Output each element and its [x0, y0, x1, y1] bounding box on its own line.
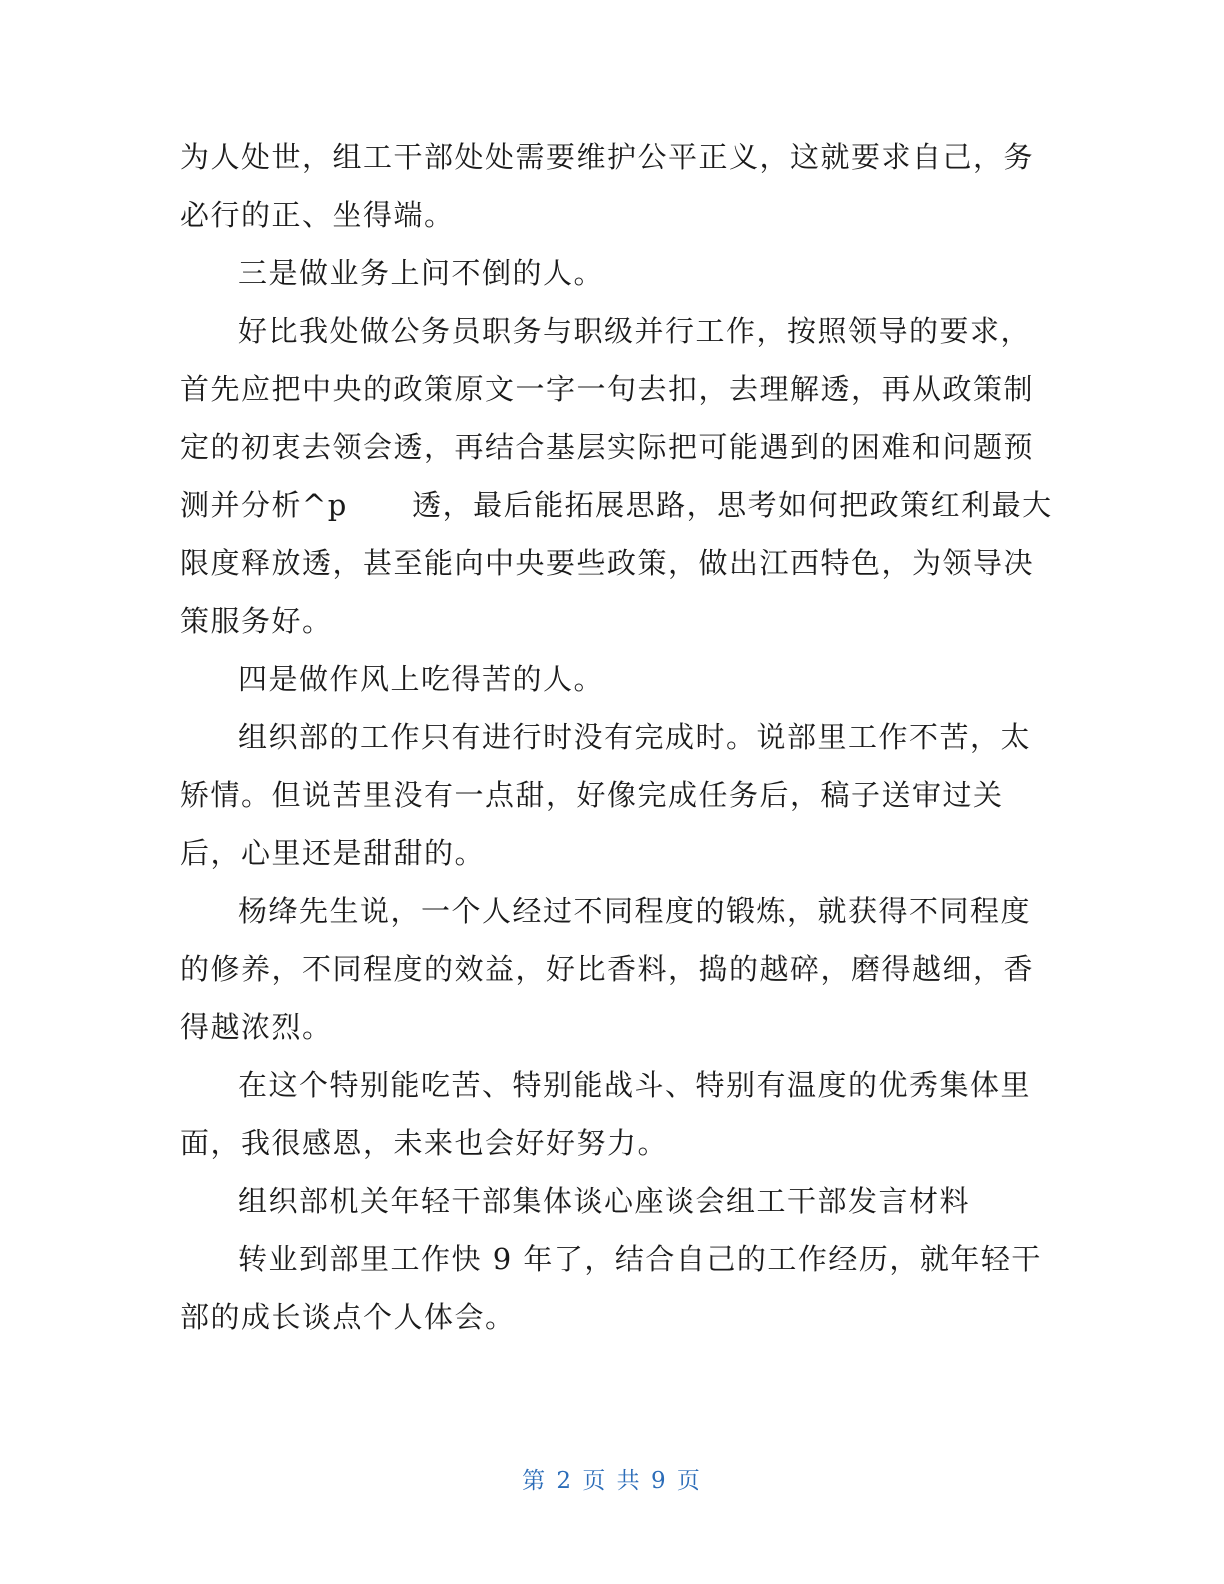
- text-line: 组织部的工作只有进行时没有完成时。说部里工作不苦，太: [238, 720, 1032, 754]
- text-line: 矫情。但说苦里没有一点甜，好像完成任务后，稿子送审过关: [180, 778, 1004, 812]
- text-line: 测并分析^p 透，最后能拓展思路，思考如何把政策红利最大: [180, 488, 1053, 522]
- text-line: 必行的正、坐得端。: [180, 198, 455, 232]
- text-line: 面，我很感恩，未来也会好好努力。: [180, 1126, 669, 1160]
- text-line: 部的成长谈点个人体会。: [180, 1300, 516, 1334]
- text-line: 在这个特别能吃苦、特别能战斗、特别有温度的优秀集体里: [238, 1068, 1032, 1102]
- document-body: [180, 128, 1053, 1346]
- text-line: 为人处世，组工干部处处需要维护公平正义，这就要求自己，务: [180, 140, 1035, 174]
- text-line: 杨绛先生说，一个人经过不同程度的锻炼，就获得不同程度: [238, 894, 1032, 928]
- text-line: 好比我处做公务员职务与职级并行工作，按照领导的要求，: [238, 314, 1032, 348]
- text-line: 首先应把中央的政策原文一字一句去扣，去理解透，再从政策制: [180, 372, 1035, 406]
- text-line: 定的初衷去领会透，再结合基层实际把可能遇到的困难和问题预: [180, 430, 1035, 464]
- text-line: 限度释放透，甚至能向中央要些政策，做出江西特色，为领导决: [180, 546, 1035, 580]
- document-subtitle: 组织部机关年轻干部集体谈心座谈会组工干部发言材料: [238, 1184, 971, 1218]
- text-line: 后，心里还是甜甜的。: [180, 836, 486, 870]
- text-line: 的修养，不同程度的效益，好比香料，捣的越碎，磨得越细，香: [180, 952, 1035, 986]
- text-line: 得越浓烈。: [180, 1010, 333, 1044]
- section-heading-4: 四是做作风上吃得苦的人。: [238, 662, 605, 696]
- section-heading-3: 三是做业务上问不倒的人。: [238, 256, 605, 290]
- text-line: 转业到部里工作快 9 年了，结合自己的工作经历，就年轻干: [238, 1242, 1042, 1276]
- text-line: 策服务好。: [180, 604, 333, 638]
- page-number-footer: 第 2 页 共 9 页: [522, 1468, 702, 1494]
